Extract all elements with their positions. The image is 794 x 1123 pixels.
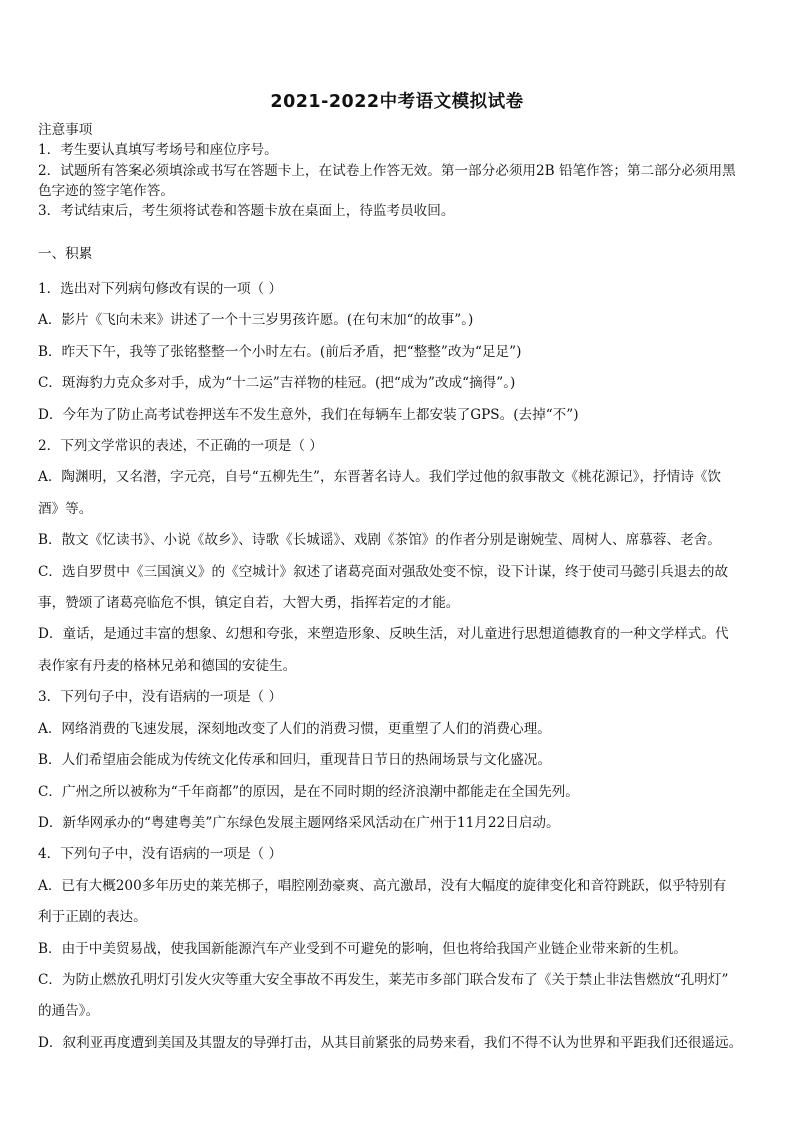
option-line: D．今年为了防止高考试卷押送车不发生意外，我们在每辆车上都安装了GPS。(去掉“不”) bbox=[38, 406, 579, 423]
option-line: A．网络消费的飞速发展，深刻地改变了人们的消费习惯，更重塑了人们的消费心理。 bbox=[38, 720, 551, 737]
notice-item: 1．考生要认真填写考场号和座位序号。 bbox=[38, 142, 278, 159]
option-line: A．陶渊明，又名潜，字元亮，自号“五柳先生”，东晋著名诗人。我们学过他的叙事散文《桃花源记》，抒情诗《饮 bbox=[38, 469, 722, 486]
option-line: 事，赞颂了诸葛亮临危不惧，镇定自若，大智大勇，指挥若定的才能。 bbox=[38, 595, 460, 612]
question-stem: 3．下列句子中，没有语病的一项是（ ） bbox=[38, 689, 283, 706]
section-heading: 一、积累 bbox=[38, 246, 93, 262]
exam-title: 2021-2022中考语文模拟试卷 bbox=[270, 92, 524, 112]
option-line: C．选自罗贯中《三国演义》的《空城计》叙述了诸葛亮面对强敌处变不惊，设下计谋，终于使司马懿引兵退去的故 bbox=[38, 563, 729, 580]
notice-item: 3．考试结束后，考生须将试卷和答题卡放在桌面上，待监考员收回。 bbox=[38, 203, 455, 220]
notice-block bbox=[38, 120, 760, 221]
option-line: C．为防止燃放孔明灯引发火灾等重大安全事故不再发生，莱芜市多部门联合发布了《关于禁止非法售燃放“孔明灯” bbox=[38, 971, 729, 988]
option-line: D．新华网承办的“粤建粤美”广东绿色发展主题网络采风活动在广州于11月22日启动。 bbox=[38, 814, 560, 831]
option-line: B．昨天下午，我等了张铭整整一个小时左右。(前后矛盾，把“整整”改为“足足”) bbox=[38, 343, 522, 360]
question-stem: 1．选出对下列病句修改有误的一项（ ） bbox=[38, 281, 283, 297]
option-line: C．斑海豹力克众多对手，成为“十二运”吉祥物的桂冠。(把“成为”改成“摘得”。) bbox=[38, 375, 516, 392]
option-line: 利于正剧的表达。 bbox=[38, 909, 147, 926]
option-line: 的通告》。 bbox=[38, 1003, 100, 1020]
option-line: C．广州之所以被称为“千年商都”的原因，是在不同时期的经济浪潮中都能走在全国先列。 bbox=[38, 783, 579, 800]
option-line: A．影片《飞向未来》讲述了一个十三岁男孩许愿。(在句末加“的故事”。) bbox=[38, 312, 474, 329]
option-line: B．散文《忆读书》、小说《故乡》、诗歌《长城谣》、戏剧《茶馆》的作者分别是谢婉莹、周树人、席慕蓉、老舍。 bbox=[38, 532, 721, 549]
option-line: 酒》等。 bbox=[38, 500, 93, 517]
option-line: B．人们希望庙会能成为传统文化传承和回归，重现昔日节日的热闹场景与文化盛况。 bbox=[38, 752, 551, 769]
question-stem: 2．下列文学常识的表述，不正确的一项是（ ） bbox=[38, 438, 323, 455]
option-line: 表作家有丹麦的格林兄弟和德国的安徒生。 bbox=[38, 657, 297, 674]
option-line: D．童话，是通过丰富的想象、幻想和夸张，来塑造形象、反映生活，对儿童进行思想道德教育的一种文学样式。代 bbox=[38, 626, 729, 643]
questions-block bbox=[38, 243, 760, 1059]
notice-item: 2．试题所有答案必须填涂或书写在答题卡上，在试卷上作答无效。第一部分必须用2B 铅笔作答；第二部分必须用黑 bbox=[38, 162, 736, 179]
notice-heading: 注意事项 bbox=[38, 122, 93, 138]
question-stem: 4．下列句子中，没有语病的一项是（ ） bbox=[38, 846, 283, 863]
option-line: B．由于中美贸易战，使我国新能源汽车产业受到不可避免的影响，但也将给我国产业链企业带来新的生机。 bbox=[38, 940, 687, 957]
notice-item: 色字迹的签字笔作答。 bbox=[38, 182, 174, 199]
option-line: D．叙利亚再度遭到美国及其盟友的导弹打击，从其目前紧张的局势来看，我们不得不认为世界和平距我们还很遥远。 bbox=[38, 1034, 743, 1051]
option-line: A．已有大概200多年历史的莱芜梆子，唱腔刚劲豪爽、高亢激昂，没有大幅度的旋律变化和音符跳跃，似乎特别有 bbox=[38, 877, 727, 894]
